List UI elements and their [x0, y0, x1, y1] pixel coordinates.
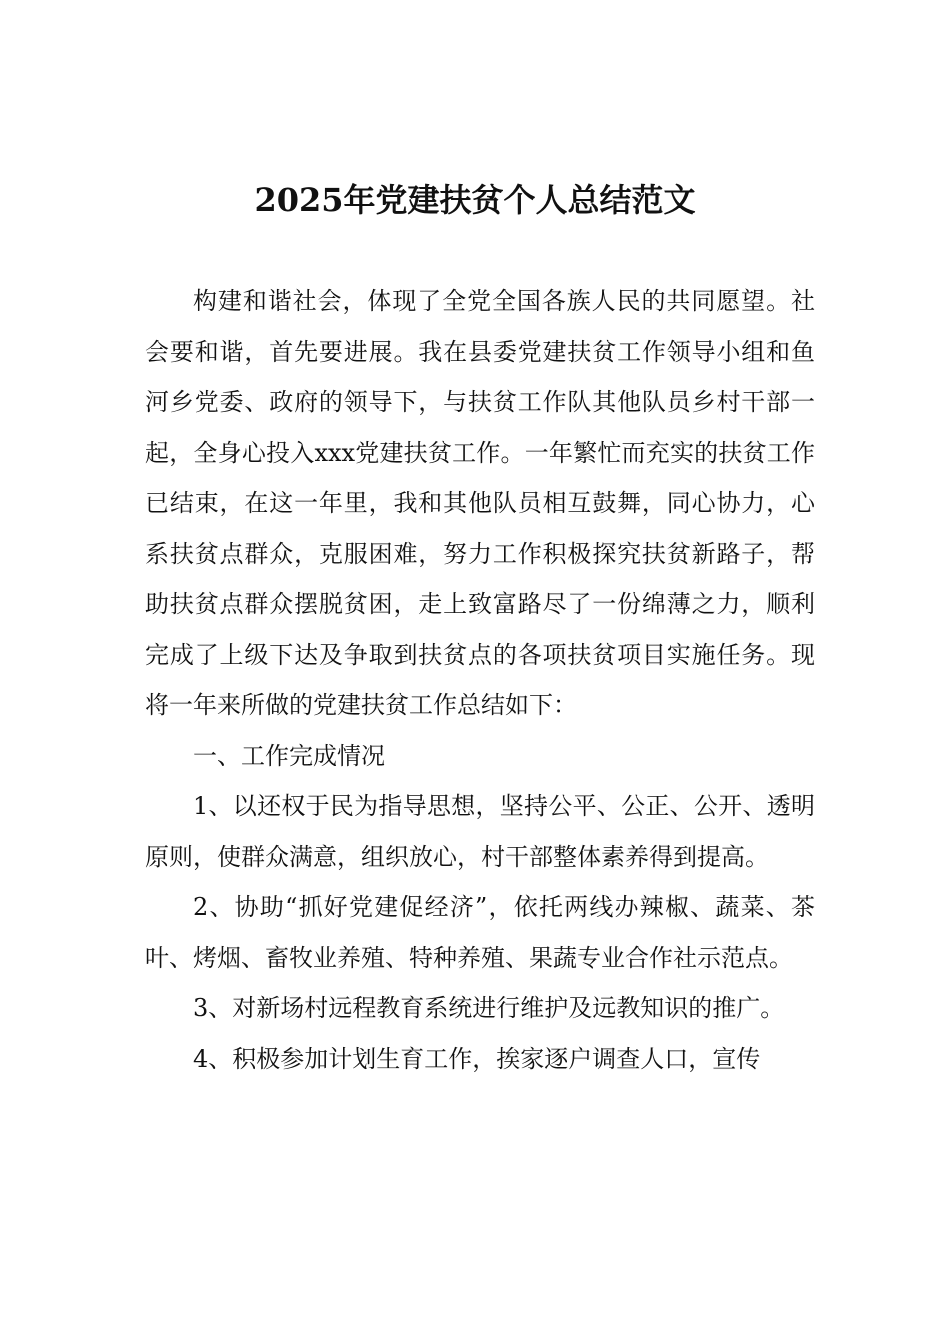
document-title: 2025年党建扶贫个人总结范文 — [254, 181, 696, 219]
document-body — [145, 276, 815, 1084]
paragraph-intro: 构建和谐社会，体现了全党全国各族人民的共同愿望。社会要和谐，首先要进展。我在县委党建扶贫工作领导小组和鱼河乡党委、政府的领导下，与扶贫工作队其他队员乡村干部一起，全身心投入xxx党建扶贫工作。一年繁忙而充实的扶贫工作已结束，在这一年里，我和其他队员相互鼓舞，同心协力，心系扶贫点群众，克服困难，努力工作积极探究扶贫新路子，帮助扶贫点群众摆脱贫困，走上致富路尽了一份绵薄之力，顺利完成了上级下达及争取到扶贫点的各项扶贫项目实施任务。现将一年来所做的党建扶贫工作总结如下： — [145, 287, 815, 719]
paragraph-item-2: 2、协助“抓好党建促经济”，依托两线办辣椒、蔬菜、茶叶、烤烟、畜牧业养殖、特种养殖、果蔬专业合作社示范点。 — [145, 893, 815, 972]
paragraph-item-3: 3、对新场村远程教育系统进行维护及远教知识的推广。 — [193, 994, 785, 1022]
section-heading-work-status: 一、工作完成情况 — [193, 741, 385, 770]
paragraph-item-4: 4、积极参加计划生育工作，挨家逐户调查人口，宣传 — [193, 1044, 761, 1073]
paragraph-item-1: 1、以还权于民为指导思想，坚持公平、公正、公开、透明原则，使群众满意，组织放心，村干部整体素养得到提高。 — [145, 792, 815, 871]
